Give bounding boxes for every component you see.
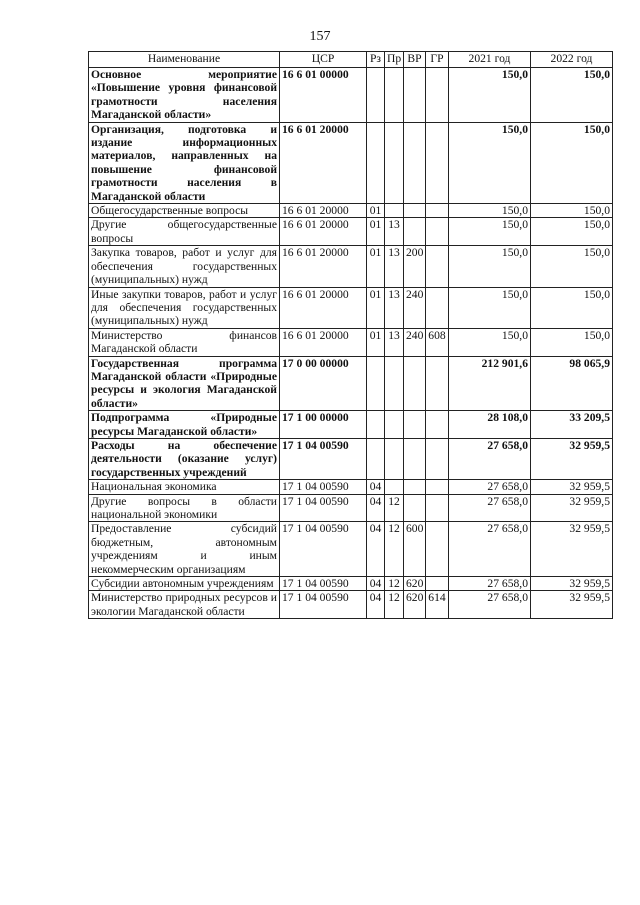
row-rz-cell: 04 xyxy=(367,522,385,577)
row-rz-cell: 01 xyxy=(367,218,385,246)
row-rz-cell: 04 xyxy=(367,577,385,591)
row-2021-value: 27 658,0 xyxy=(449,577,531,591)
row-pr-cell xyxy=(385,122,404,203)
row-2021-value: 150,0 xyxy=(449,218,531,246)
row-pr-cell: 13 xyxy=(385,246,404,287)
row-csr-cell: 16 6 01 00000 xyxy=(280,68,367,123)
row-csr-cell: 16 6 01 20000 xyxy=(280,204,367,218)
col-header-2021: 2021 год xyxy=(449,52,531,68)
row-rz-cell: 04 xyxy=(367,494,385,522)
row-vr-cell: 240 xyxy=(404,328,426,356)
row-rz-cell xyxy=(367,411,385,439)
row-csr-cell: 16 6 01 20000 xyxy=(280,246,367,287)
row-name-cell: Основное мероприятие «Повышение уровня финансовой грамотности населения Магаданской области» xyxy=(89,68,280,123)
row-2022-value: 32 959,5 xyxy=(531,438,613,479)
row-csr-cell: 17 1 04 00590 xyxy=(280,591,367,619)
row-name-cell: Субсидии автономным учреждениям xyxy=(89,577,280,591)
row-rz-cell: 04 xyxy=(367,591,385,619)
row-pr-cell: 13 xyxy=(385,328,404,356)
row-2022-value: 150,0 xyxy=(531,246,613,287)
col-header-rz: Рз xyxy=(367,52,385,68)
row-vr-cell xyxy=(404,218,426,246)
row-gr-cell xyxy=(426,480,449,494)
row-name-cell: Другие вопросы в области национальной экономики xyxy=(89,494,280,522)
row-vr-cell xyxy=(404,438,426,479)
row-name-cell: Министерство финансов Магаданской области xyxy=(89,328,280,356)
row-name-cell: Предоставление субсидий бюджетным, автономным учреждениям и иным некоммерческим организациям xyxy=(89,522,280,577)
table-row xyxy=(89,68,613,123)
row-gr-cell xyxy=(426,246,449,287)
row-name-cell: Министерство природных ресурсов и экологии Магаданской области xyxy=(89,591,280,619)
row-pr-cell xyxy=(385,356,404,411)
row-name-cell: Организация, подготовка и издание информационных материалов, направленных на повышение финансовой грамотности населения в Магаданской области xyxy=(89,122,280,203)
row-2021-value: 27 658,0 xyxy=(449,480,531,494)
row-vr-cell: 620 xyxy=(404,591,426,619)
row-vr-cell: 200 xyxy=(404,246,426,287)
row-gr-cell xyxy=(426,356,449,411)
row-2021-value: 150,0 xyxy=(449,246,531,287)
col-header-name: Наименование xyxy=(89,52,280,68)
row-2021-value: 150,0 xyxy=(449,68,531,123)
row-pr-cell: 13 xyxy=(385,218,404,246)
row-2022-value: 150,0 xyxy=(531,68,613,123)
row-name-cell: Расходы на обеспечение деятельности (оказание услуг) государственных учреждений xyxy=(89,438,280,479)
table-row xyxy=(89,122,613,203)
row-gr-cell xyxy=(426,218,449,246)
row-rz-cell: 01 xyxy=(367,204,385,218)
row-vr-cell xyxy=(404,494,426,522)
row-csr-cell: 17 1 00 00000 xyxy=(280,411,367,439)
row-2022-value: 32 959,5 xyxy=(531,591,613,619)
row-vr-cell: 620 xyxy=(404,577,426,591)
row-vr-cell xyxy=(404,356,426,411)
row-2022-value: 32 959,5 xyxy=(531,577,613,591)
row-gr-cell: 614 xyxy=(426,591,449,619)
row-csr-cell: 17 1 04 00590 xyxy=(280,577,367,591)
row-csr-cell: 16 6 01 20000 xyxy=(280,218,367,246)
row-csr-cell: 16 6 01 20000 xyxy=(280,287,367,328)
row-name-cell: Общегосударственные вопросы xyxy=(89,204,280,218)
row-rz-cell xyxy=(367,438,385,479)
table-row xyxy=(89,246,613,287)
table-row xyxy=(89,218,613,246)
row-vr-cell xyxy=(404,411,426,439)
table-header-row xyxy=(89,52,613,68)
row-pr-cell: 12 xyxy=(385,591,404,619)
table-row xyxy=(89,522,613,577)
row-vr-cell: 240 xyxy=(404,287,426,328)
row-2021-value: 150,0 xyxy=(449,328,531,356)
row-2021-value: 28 108,0 xyxy=(449,411,531,439)
row-vr-cell xyxy=(404,68,426,123)
row-rz-cell xyxy=(367,122,385,203)
row-2022-value: 98 065,9 xyxy=(531,356,613,411)
row-pr-cell: 12 xyxy=(385,577,404,591)
table-row xyxy=(89,411,613,439)
col-header-pr: Пр xyxy=(385,52,404,68)
row-name-cell: Государственная программа Магаданской области «Природные ресурсы и экология Магаданской области» xyxy=(89,356,280,411)
row-pr-cell: 13 xyxy=(385,287,404,328)
row-name-cell: Иные закупки товаров, работ и услуг для обеспечения государственных (муниципальных) нужд xyxy=(89,287,280,328)
table-row xyxy=(89,480,613,494)
row-pr-cell xyxy=(385,438,404,479)
table-row xyxy=(89,287,613,328)
row-gr-cell xyxy=(426,287,449,328)
row-pr-cell: 12 xyxy=(385,494,404,522)
row-csr-cell: 16 6 01 20000 xyxy=(280,122,367,203)
row-2021-value: 150,0 xyxy=(449,287,531,328)
row-rz-cell xyxy=(367,356,385,411)
row-2022-value: 150,0 xyxy=(531,287,613,328)
row-csr-cell: 17 1 04 00590 xyxy=(280,522,367,577)
row-vr-cell xyxy=(404,480,426,494)
row-2021-value: 27 658,0 xyxy=(449,591,531,619)
row-rz-cell: 04 xyxy=(367,480,385,494)
row-2022-value: 33 209,5 xyxy=(531,411,613,439)
row-pr-cell xyxy=(385,411,404,439)
row-2022-value: 150,0 xyxy=(531,328,613,356)
table-row xyxy=(89,494,613,522)
row-gr-cell xyxy=(426,522,449,577)
row-2021-value: 150,0 xyxy=(449,204,531,218)
row-rz-cell: 01 xyxy=(367,287,385,328)
row-pr-cell: 12 xyxy=(385,522,404,577)
row-pr-cell xyxy=(385,68,404,123)
row-csr-cell: 17 1 04 00590 xyxy=(280,438,367,479)
table-row xyxy=(89,577,613,591)
row-vr-cell xyxy=(404,122,426,203)
row-gr-cell xyxy=(426,411,449,439)
budget-table xyxy=(88,51,613,619)
row-2021-value: 150,0 xyxy=(449,122,531,203)
row-vr-cell: 600 xyxy=(404,522,426,577)
table-row xyxy=(89,204,613,218)
row-2021-value: 212 901,6 xyxy=(449,356,531,411)
row-rz-cell: 01 xyxy=(367,246,385,287)
row-csr-cell: 17 1 04 00590 xyxy=(280,480,367,494)
page-number: 157 xyxy=(309,29,331,44)
col-header-vr: ВР xyxy=(404,52,426,68)
row-csr-cell: 17 1 04 00590 xyxy=(280,494,367,522)
row-2022-value: 150,0 xyxy=(531,122,613,203)
row-gr-cell xyxy=(426,438,449,479)
row-2021-value: 27 658,0 xyxy=(449,438,531,479)
row-name-cell: Другие общегосударственные вопросы xyxy=(89,218,280,246)
table-row xyxy=(89,328,613,356)
row-2021-value: 27 658,0 xyxy=(449,522,531,577)
row-name-cell: Национальная экономика xyxy=(89,480,280,494)
row-csr-cell: 17 0 00 00000 xyxy=(280,356,367,411)
row-name-cell: Подпрограмма «Природные ресурсы Магаданской области» xyxy=(89,411,280,439)
row-pr-cell xyxy=(385,480,404,494)
row-csr-cell: 16 6 01 20000 xyxy=(280,328,367,356)
col-header-gr: ГР xyxy=(426,52,449,68)
row-rz-cell xyxy=(367,68,385,123)
row-name-cell: Закупка товаров, работ и услуг для обеспечения государственных (муниципальных) нужд xyxy=(89,246,280,287)
table-row xyxy=(89,438,613,479)
row-gr-cell xyxy=(426,577,449,591)
row-2022-value: 32 959,5 xyxy=(531,480,613,494)
row-gr-cell xyxy=(426,122,449,203)
col-header-2022: 2022 год xyxy=(531,52,613,68)
row-gr-cell xyxy=(426,68,449,123)
row-2021-value: 27 658,0 xyxy=(449,494,531,522)
table-row xyxy=(89,591,613,619)
row-2022-value: 32 959,5 xyxy=(531,522,613,577)
row-vr-cell xyxy=(404,204,426,218)
row-2022-value: 150,0 xyxy=(531,204,613,218)
row-gr-cell xyxy=(426,494,449,522)
row-gr-cell: 608 xyxy=(426,328,449,356)
row-pr-cell xyxy=(385,204,404,218)
table-row xyxy=(89,356,613,411)
row-gr-cell xyxy=(426,204,449,218)
row-rz-cell: 01 xyxy=(367,328,385,356)
row-2022-value: 150,0 xyxy=(531,218,613,246)
col-header-csr: ЦСР xyxy=(280,52,367,68)
table-body xyxy=(89,68,613,619)
row-2022-value: 32 959,5 xyxy=(531,494,613,522)
